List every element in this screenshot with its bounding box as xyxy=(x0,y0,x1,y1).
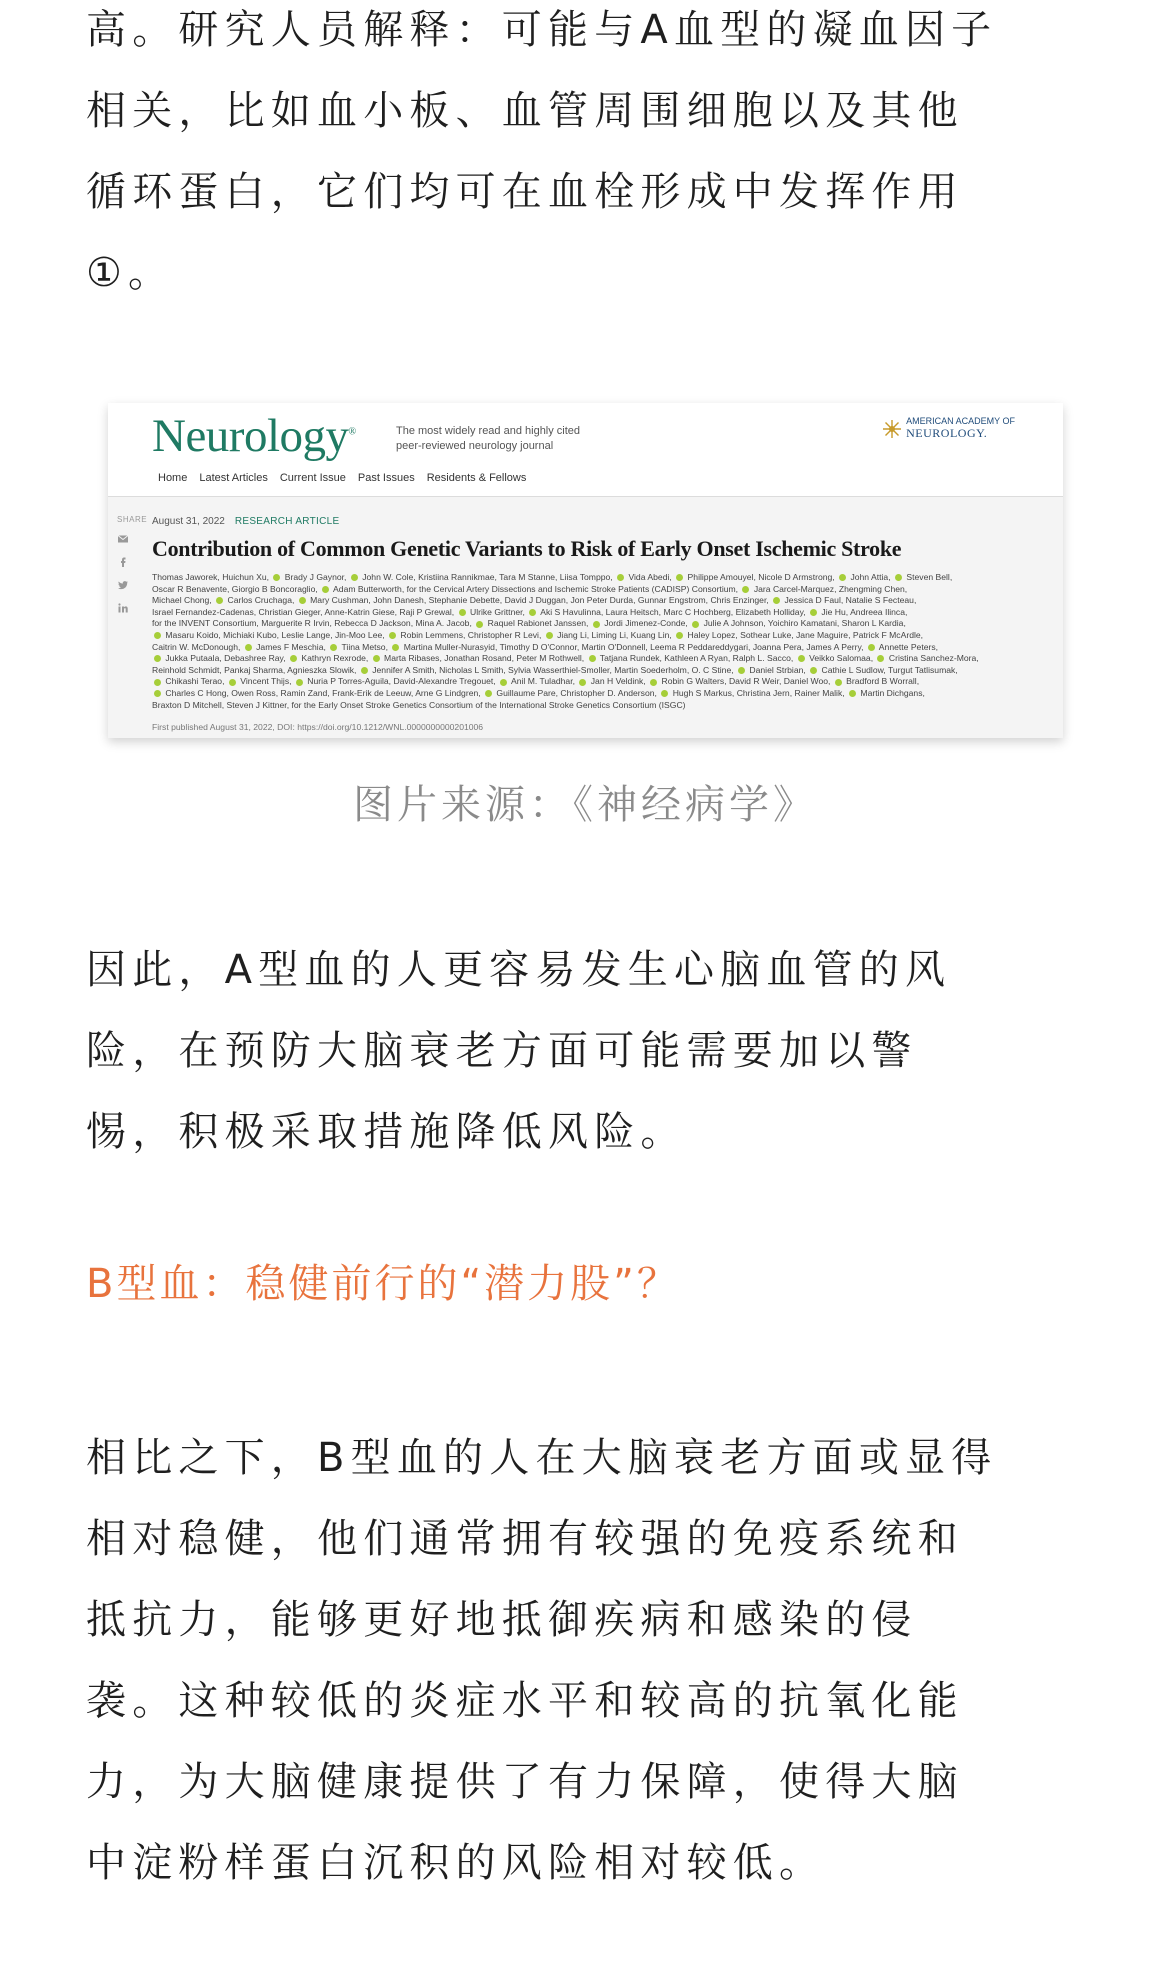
paragraph-line: 高。研究人员解释：可能与A血型的凝血因子 xyxy=(86,7,998,53)
orcid-icon xyxy=(579,679,586,686)
orcid-icon xyxy=(810,667,817,674)
paragraph-line: 惕，积极采取措施降低风险。 xyxy=(86,1109,687,1155)
author-line: Braxton D Mitchell, Steven J Kittner, for the Early Onset Stroke Genetics Consortium of the International Stroke Genetics Consortium (ISGC) xyxy=(152,699,686,710)
orcid-icon xyxy=(810,609,817,616)
orcid-icon xyxy=(296,679,303,686)
author-line: for the INVENT Consortium, Marguerite R Irvin, Rebecca D Jackson, Mina A. Jacob, Raquel Rabionet Janssen, Jordi Jimenez-Conde, Julie A Johnson, Yoichiro Kamatani, Sharon L Kardia, xyxy=(152,618,906,629)
registered-mark: ® xyxy=(348,426,356,438)
orcid-icon xyxy=(868,644,875,651)
orcid-icon xyxy=(593,621,600,628)
aan-logo xyxy=(906,415,1015,439)
author-line: Oscar R Benavente, Giorgio B Boncoraglio, Adam Butterworth, for the Cervical Artery Dissections and Ischemic Stroke Patients (CADISP) Consortium, Jara Carcel-Marquez, Zhengming Chen, xyxy=(152,583,908,594)
orcid-icon xyxy=(154,655,161,662)
orcid-icon xyxy=(589,655,596,662)
journal-name: Neurology xyxy=(152,410,349,462)
orcid-icon xyxy=(676,574,683,581)
paragraph-2 xyxy=(86,930,1080,1173)
article-date: August 31, 2022 xyxy=(152,516,225,527)
share-label: SHARE xyxy=(117,515,148,524)
orcid-icon xyxy=(692,621,699,628)
paragraph-line: 险，在预防大脑衰老方面可能需要加以警 xyxy=(86,1028,918,1074)
orcid-icon xyxy=(330,644,337,651)
nav-home: Home xyxy=(158,472,188,484)
org-line-1: AMERICAN ACADEMY OF xyxy=(906,416,1015,426)
orcid-icon xyxy=(361,667,368,674)
orcid-icon xyxy=(245,644,252,651)
published-info: First published August 31, 2022, DOI: https://doi.org/10.1212/WNL.0000000000201006 xyxy=(152,722,484,732)
journal-tagline xyxy=(396,424,596,454)
paragraph-line: 相关，比如血小板、血管周围细胞以及其他 xyxy=(86,88,964,134)
article-title: Contribution of Common Genetic Variants to Risk of Early Onset Ischemic Stroke xyxy=(152,536,902,561)
paragraph-line: 袭。这种较低的炎症水平和较高的抗氧化能 xyxy=(86,1678,964,1724)
author-line: Reinhold Schmidt, Pankaj Sharma, Agnieszka Slowik, Jennifer A Smith, Nicholas L Smith, Sylvia Wasserthiel-Smoller, Martin Soederholm, O. C Stine, Daniel Strbian, Cathie L Sudlow, Turgut Tatlisumak, xyxy=(152,664,958,675)
orcid-icon xyxy=(216,597,223,604)
author-line: Chikashi Terao, Vincent Thijs, Nuria P Torres-Aguila, David-Alexandre Tregouet, Anil M. Tuladhar, Jan H Veldink, Robin G Walters, David R Weir, Daniel Woo, Bradford B Worrall, xyxy=(152,676,1047,688)
orcid-icon xyxy=(351,574,358,581)
nav-current-issue: Current Issue xyxy=(279,472,346,484)
author-line: Israel Fernandez-Cadenas, Christian Gieger, Anne-Katrin Giese, Raji P Grewal, Ulrike Grittner, Aki S Havulinna, Laura Heitsch, Marc C Hochberg, Elizabeth Holliday, Jie Hu, Andreea Ilinca, xyxy=(152,606,908,617)
author-line: Thomas Jaworek, Huichun Xu, Brady J Gaynor, John W. Cole, Kristiina Rannikmae, Tara M Stanne, Liisa Tomppo, Vida Abedi, Philippe Amouyel, Nicole D Armstrong, John Attia, Steven Bell, xyxy=(152,572,953,582)
star-icon xyxy=(882,419,902,439)
paragraph-line: 相对稳健，他们通常拥有较强的免疫系统和 xyxy=(86,1516,964,1562)
paragraph-1 xyxy=(86,0,1080,314)
orcid-icon xyxy=(849,690,856,697)
orcid-icon xyxy=(839,574,846,581)
author-line: Michael Chong, Carlos Cruchaga, Mary Cushman, John Danesh, Stephanie Debette, David J Duggan, Jon Peter Durda, Gunnar Engstrom, Chris Enzinger, Jessica D Faul, Natalie S Fecteau, xyxy=(152,595,917,606)
orcid-icon xyxy=(229,679,236,686)
orcid-icon xyxy=(154,679,161,686)
orcid-icon xyxy=(154,632,161,639)
orcid-icon xyxy=(738,667,745,674)
journal-nav xyxy=(158,472,526,484)
article-screenshot-image xyxy=(108,403,1063,738)
orcid-icon xyxy=(617,574,624,581)
tagline-line: peer-reviewed neurology journal xyxy=(396,440,554,452)
orcid-icon xyxy=(322,586,329,593)
paragraph-line: 中淀粉样蛋白沉积的风险相对较低。 xyxy=(86,1840,826,1886)
paragraph-line: 抵抗力，能够更好地抵御疾病和感染的侵 xyxy=(86,1597,918,1643)
orcid-icon xyxy=(773,597,780,604)
orcid-icon xyxy=(529,609,536,616)
twitter-icon xyxy=(117,579,137,593)
image-caption: 图片来源：《神经病学》 xyxy=(353,782,817,828)
author-line: Masaru Koido, Michiaki Kubo, Leslie Lange, Jin-Moo Lee, Robin Lemmens, Christopher R Levi, Jiang Li, Liming Li, Kuang Lin, Haley Lopez, Sothear Luke, Jane Maguire, Patrick F McArdle, xyxy=(152,630,1047,642)
orcid-icon xyxy=(500,679,507,686)
orcid-icon xyxy=(742,586,749,593)
orcid-icon xyxy=(290,655,297,662)
email-icon xyxy=(117,533,137,547)
facebook-icon xyxy=(117,556,137,570)
nav-past-issues: Past Issues xyxy=(357,472,415,484)
orcid-icon xyxy=(373,655,380,662)
orcid-icon xyxy=(798,655,805,662)
paragraph-line: 循环蛋白，它们均可在血栓形成中发挥作用 xyxy=(86,169,964,215)
orcid-icon xyxy=(392,644,399,651)
journal-logo xyxy=(152,409,356,463)
orcid-icon xyxy=(476,621,483,628)
orcid-icon xyxy=(676,632,683,639)
article-meta xyxy=(152,516,340,527)
paragraph-line: 力，为大脑健康提供了有力保障，使得大脑 xyxy=(86,1759,964,1805)
share-sidebar xyxy=(117,515,148,616)
orcid-icon xyxy=(877,655,884,662)
orcid-icon xyxy=(895,574,902,581)
linkedin-icon xyxy=(117,602,137,616)
journal-header xyxy=(108,403,1063,497)
orcid-icon xyxy=(154,690,161,697)
section-heading: B型血：稳健前行的“潜力股”？ xyxy=(86,1261,680,1307)
paragraph-line: ①。 xyxy=(86,250,175,296)
orcid-icon xyxy=(273,574,280,581)
paragraph-line: 相比之下，B型血的人在大脑衰老方面或显得 xyxy=(86,1435,998,1481)
orcid-icon xyxy=(389,632,396,639)
orcid-icon xyxy=(485,690,492,697)
orcid-icon xyxy=(835,679,842,686)
orcid-icon xyxy=(459,609,466,616)
author-line: Jukka Putaala, Debashree Ray, Kathryn Rexrode, Marta Ribases, Jonathan Rosand, Peter M Rothwell, Tatjana Rundek, Kathleen A Ryan, Ralph L. Sacco, Veikko Salomaa, Cristina Sanchez-Mora, xyxy=(152,653,1047,665)
orcid-icon xyxy=(661,690,668,697)
paragraph-3 xyxy=(86,1418,1080,1904)
article-type: RESEARCH ARTICLE xyxy=(234,516,340,527)
author-line: Caitrin W. McDonough, James F Meschia, Tiina Metso, Martina Muller-Nurasyid, Timothy D O'Connor, Martin O'Donnell, Leema R Peddareddygari, Joanna Pera, James A Perry, Annette Peters, xyxy=(152,641,939,652)
nav-latest-articles: Latest Articles xyxy=(199,472,268,484)
org-line-2: NEUROLOGY. xyxy=(906,426,988,440)
orcid-icon xyxy=(650,679,657,686)
orcid-icon xyxy=(546,632,553,639)
author-line: Charles C Hong, Owen Ross, Ramin Zand, Frank-Erik de Leeuw, Arne G Lindgren, Guillaume Pare, Christopher D. Anderson, Hugh S Markus, Christina Jern, Rainer Malik, Martin Dichgans, xyxy=(152,688,1047,700)
nav-residents-fellows: Residents & Fellows xyxy=(426,472,527,484)
tagline-line: The most widely read and highly cited xyxy=(396,425,581,437)
author-list xyxy=(152,572,1047,711)
orcid-icon xyxy=(299,597,306,604)
paragraph-line: 因此，A型血的人更容易发生心脑血管的风 xyxy=(86,947,952,993)
